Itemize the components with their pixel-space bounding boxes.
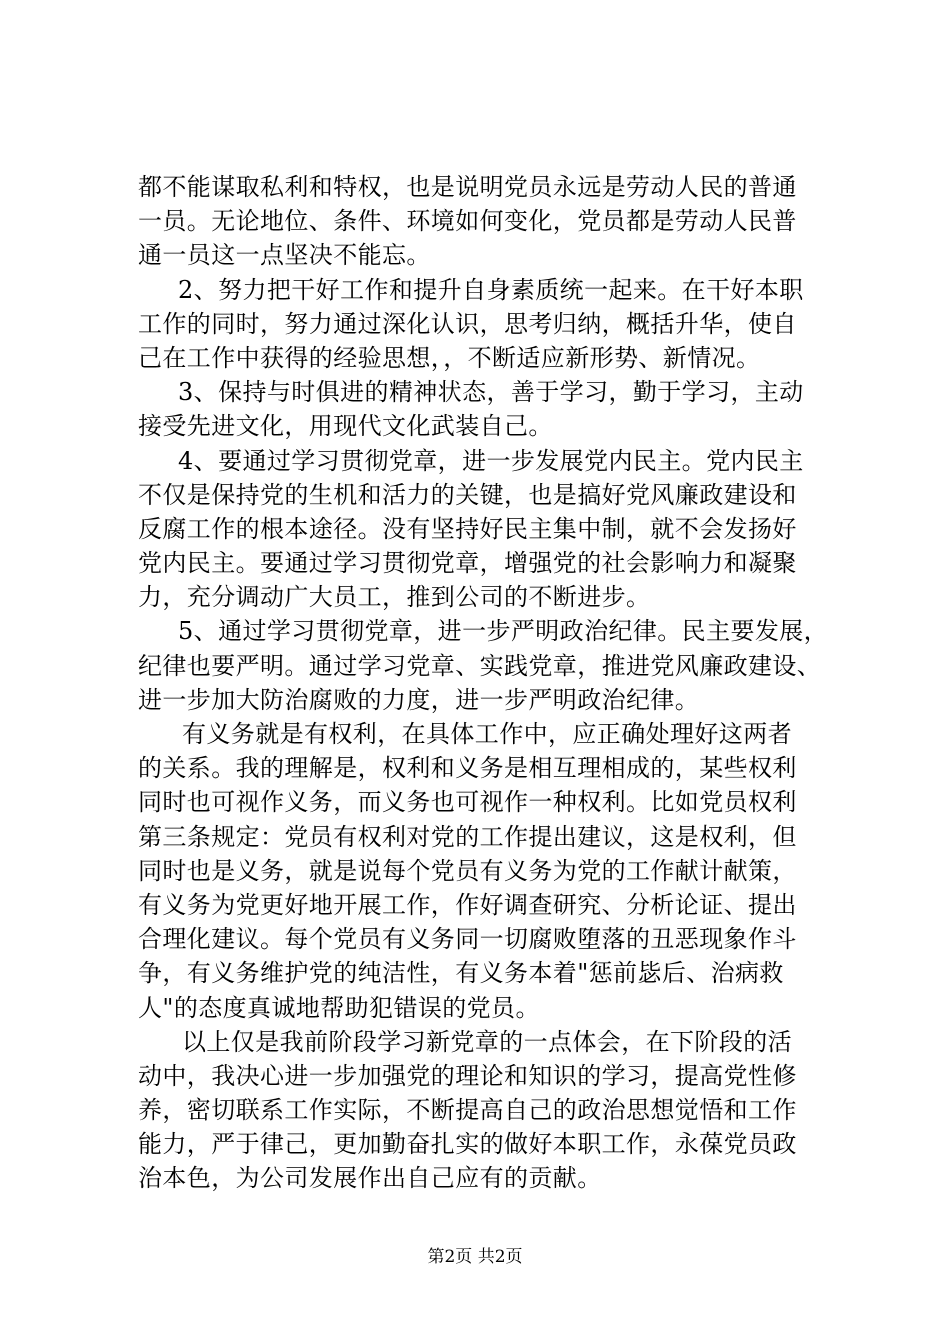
text-line: 治本色，为公司发展作出自己应有的贡献。 [138, 1164, 602, 1193]
text-line: 进一步加大防治腐败的力度，进一步严明政治纪律。 [138, 685, 700, 714]
document-body [138, 170, 828, 1196]
text-line: 养，密切联系工作实际，不断提高自己的政治思想觉悟和工作 [138, 1096, 797, 1125]
text-line: 不仅是保持党的生机和活力的关键，也是搞好党风廉政建设和 [138, 480, 797, 509]
text-line: 争，有义务维护党的纯洁性，有义务本着"惩前毖后、治病救 [138, 959, 784, 988]
text-line: 动中，我决心进一步加强党的理论和知识的学习，提高党性修 [138, 1061, 797, 1090]
text-line: 同时也可视作义务，而义务也可视作一种权利。比如党员权利 [138, 788, 797, 817]
text-line: 力，充分调动广大员工，推到公司的不断进步。 [138, 583, 651, 612]
text-line: 党内民主。要通过学习贯彻党章，增强党的社会影响力和凝聚 [138, 549, 797, 578]
text-line: 同时也是义务，就是说每个党员有义务为党的工作献计献策， [138, 856, 797, 885]
text-line: 第三条规定：党员有权利对党的工作提出建议，这是权利，但 [138, 822, 797, 851]
text-line: 的关系。我的理解是，权利和义务是相互理相成的，某些权利 [138, 754, 797, 783]
page-number-footer: 第2页 共2页 [427, 1247, 523, 1267]
text-line: 反腐工作的根本途径。没有坚持好民主集中制，就不会发扬好 [138, 514, 797, 543]
text-line: 有义务为党更好地开展工作，作好调查研究、分析论证、提出 [138, 890, 797, 919]
text-line: 合理化建议。每个党员有义务同一切腐败堕落的丑恶现象作斗 [138, 925, 797, 954]
text-line: 一员。无论地位、条件、环境如何变化，党员都是劳动人民普 [138, 207, 797, 236]
text-line: 接受先进文化，用现代文化武装自己。 [138, 412, 553, 441]
text-line: 能力，严于律己，更加勤奋扎实的做好本职工作，永葆党员政 [138, 1130, 797, 1159]
text-line: 通一员这一点坚决不能忘。 [138, 241, 431, 270]
text-line: 都不能谋取私利和特权，也是说明党员永远是劳动人民的普通 [138, 173, 797, 201]
text-line: 纪律也要严明。通过学习党章、实践党章，推进党风廉政建设、 [138, 651, 822, 680]
paragraph-start-line: 有义务就是有权利，在具体工作中，应正确处理好这两者 [182, 720, 792, 748]
text-line: 己在工作中获得的经验思想，，不断适应新形势、新情况。 [138, 343, 761, 372]
paragraph-start-line: 5、通过学习贯彻党章，进一步严明政治纪律。民主要发展， [178, 617, 829, 646]
paragraph-start-line: 2、努力把干好工作和提升自身素质统一起来。在干好本职 [178, 275, 804, 304]
text-line: 工作的同时，努力通过深化认识，思考归纳，概括升华，使自 [138, 309, 797, 338]
paragraph-start-line: 4、要通过学习贯彻党章，进一步发展党内民主。党内民主 [178, 446, 804, 475]
paragraph-start-line: 以上仅是我前阶段学习新党章的一点体会，在下阶段的活 [182, 1027, 792, 1056]
paragraph-start-line: 3、保持与时俱进的精神状态，善于学习，勤于学习，主动 [178, 378, 804, 407]
text-line: 人"的态度真诚地帮助犯错误的党员。 [138, 993, 540, 1022]
